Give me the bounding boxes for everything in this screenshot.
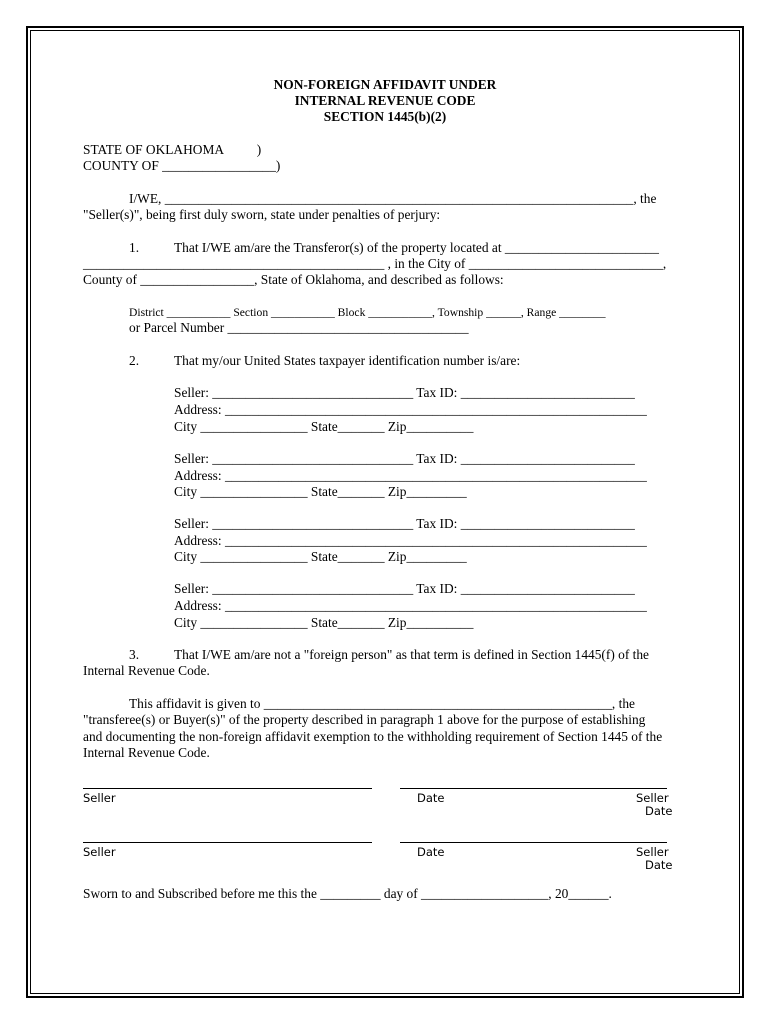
paragraph-1-number: 1. [129,240,140,255]
affidavit-line-2: "transferee(s) or Buyer(s)" of the property described in paragraph 1 above for the purpose of establishing [83,712,646,727]
paragraph-1-line-3: County of _________________, State of Oklahoma, and described as follows: [83,272,504,287]
date-label: Date [417,845,445,859]
paragraph-3-number: 3. [129,647,140,662]
paragraph-1-line-2: _____________________________________________ , in the City of _____________________________, [83,256,667,271]
date-label: Date [417,791,445,805]
date-label: Date [645,858,673,872]
document-title-line-1: NON-FOREIGN AFFIDAVIT UNDER [273,77,497,92]
seller-city-line: City ________________ State_______ Zip_________ [174,484,467,499]
seller-address-line: Address: _______________________________________________________________ [174,402,647,417]
seller-tax-id-line: Seller: ______________________________ Tax ID: __________________________ [174,385,635,400]
paragraph-1-line-1: That I/WE am/are the Transferor(s) of the property located at _______________________ [174,240,659,255]
seller-city-line: City ________________ State_______ Zip_________ [174,549,467,564]
page-border-inner [30,30,740,994]
document-title-line-2: INTERNAL REVENUE CODE [294,93,476,108]
signature-line [83,842,372,843]
paragraph-2-text: That my/our United States taxpayer identification number is/are: [174,353,521,368]
date-label: Date [645,804,673,818]
seller-city-line: City ________________ State_______ Zip__________ [174,615,474,630]
seller-tax-id-line: Seller: ______________________________ Tax ID: __________________________ [174,516,635,531]
seller-label: Seller [83,845,116,859]
seller-city-line: City ________________ State_______ Zip__________ [174,419,474,434]
document-title-line-3: SECTION 1445(b)(2) [323,109,447,124]
signature-line [400,788,667,789]
seller-label: Seller [636,791,669,805]
seller-tax-id-line: Seller: ______________________________ Tax ID: __________________________ [174,581,635,596]
state-line: STATE OF OKLAHOMA ) [83,142,262,157]
paragraph-3-line-2: Internal Revenue Code. [83,663,210,678]
seller-sworn-line: "Seller(s)", being first duly sworn, state under penalties of perjury: [83,207,441,222]
district-line: District ___________ Section ___________ Block ___________, Township ______, Range ________ [129,306,606,319]
county-line: COUNTY OF _________________) [83,158,281,173]
iwe-line: I/WE, ______________________________________________________________________, the [129,191,657,206]
seller-address-line: Address: _______________________________________________________________ [174,598,647,613]
seller-label: Seller [83,791,116,805]
affidavit-line-4: Internal Revenue Code. [83,745,210,760]
paragraph-2-number: 2. [129,353,140,368]
affidavit-line-1: This affidavit is given to ____________________________________________________, the [129,696,635,711]
seller-tax-id-line: Seller: ______________________________ Tax ID: __________________________ [174,451,635,466]
affidavit-line-3: and documenting the non-foreign affidavit exemption to the withholding requirement of Section 1445 of the [83,729,663,744]
paragraph-3-line-1: That I/WE am/are not a "foreign person" as that term is defined in Section 1445(f) of the [174,647,649,662]
seller-label: Seller [636,845,669,859]
seller-address-line: Address: _______________________________________________________________ [174,468,647,483]
signature-line [83,788,372,789]
seller-address-line: Address: _______________________________________________________________ [174,533,647,548]
parcel-line: or Parcel Number ____________________________________ [129,320,469,335]
signature-line [400,842,667,843]
sworn-line: Sworn to and Subscribed before me this the _________ day of ___________________, 20______. [83,886,612,901]
